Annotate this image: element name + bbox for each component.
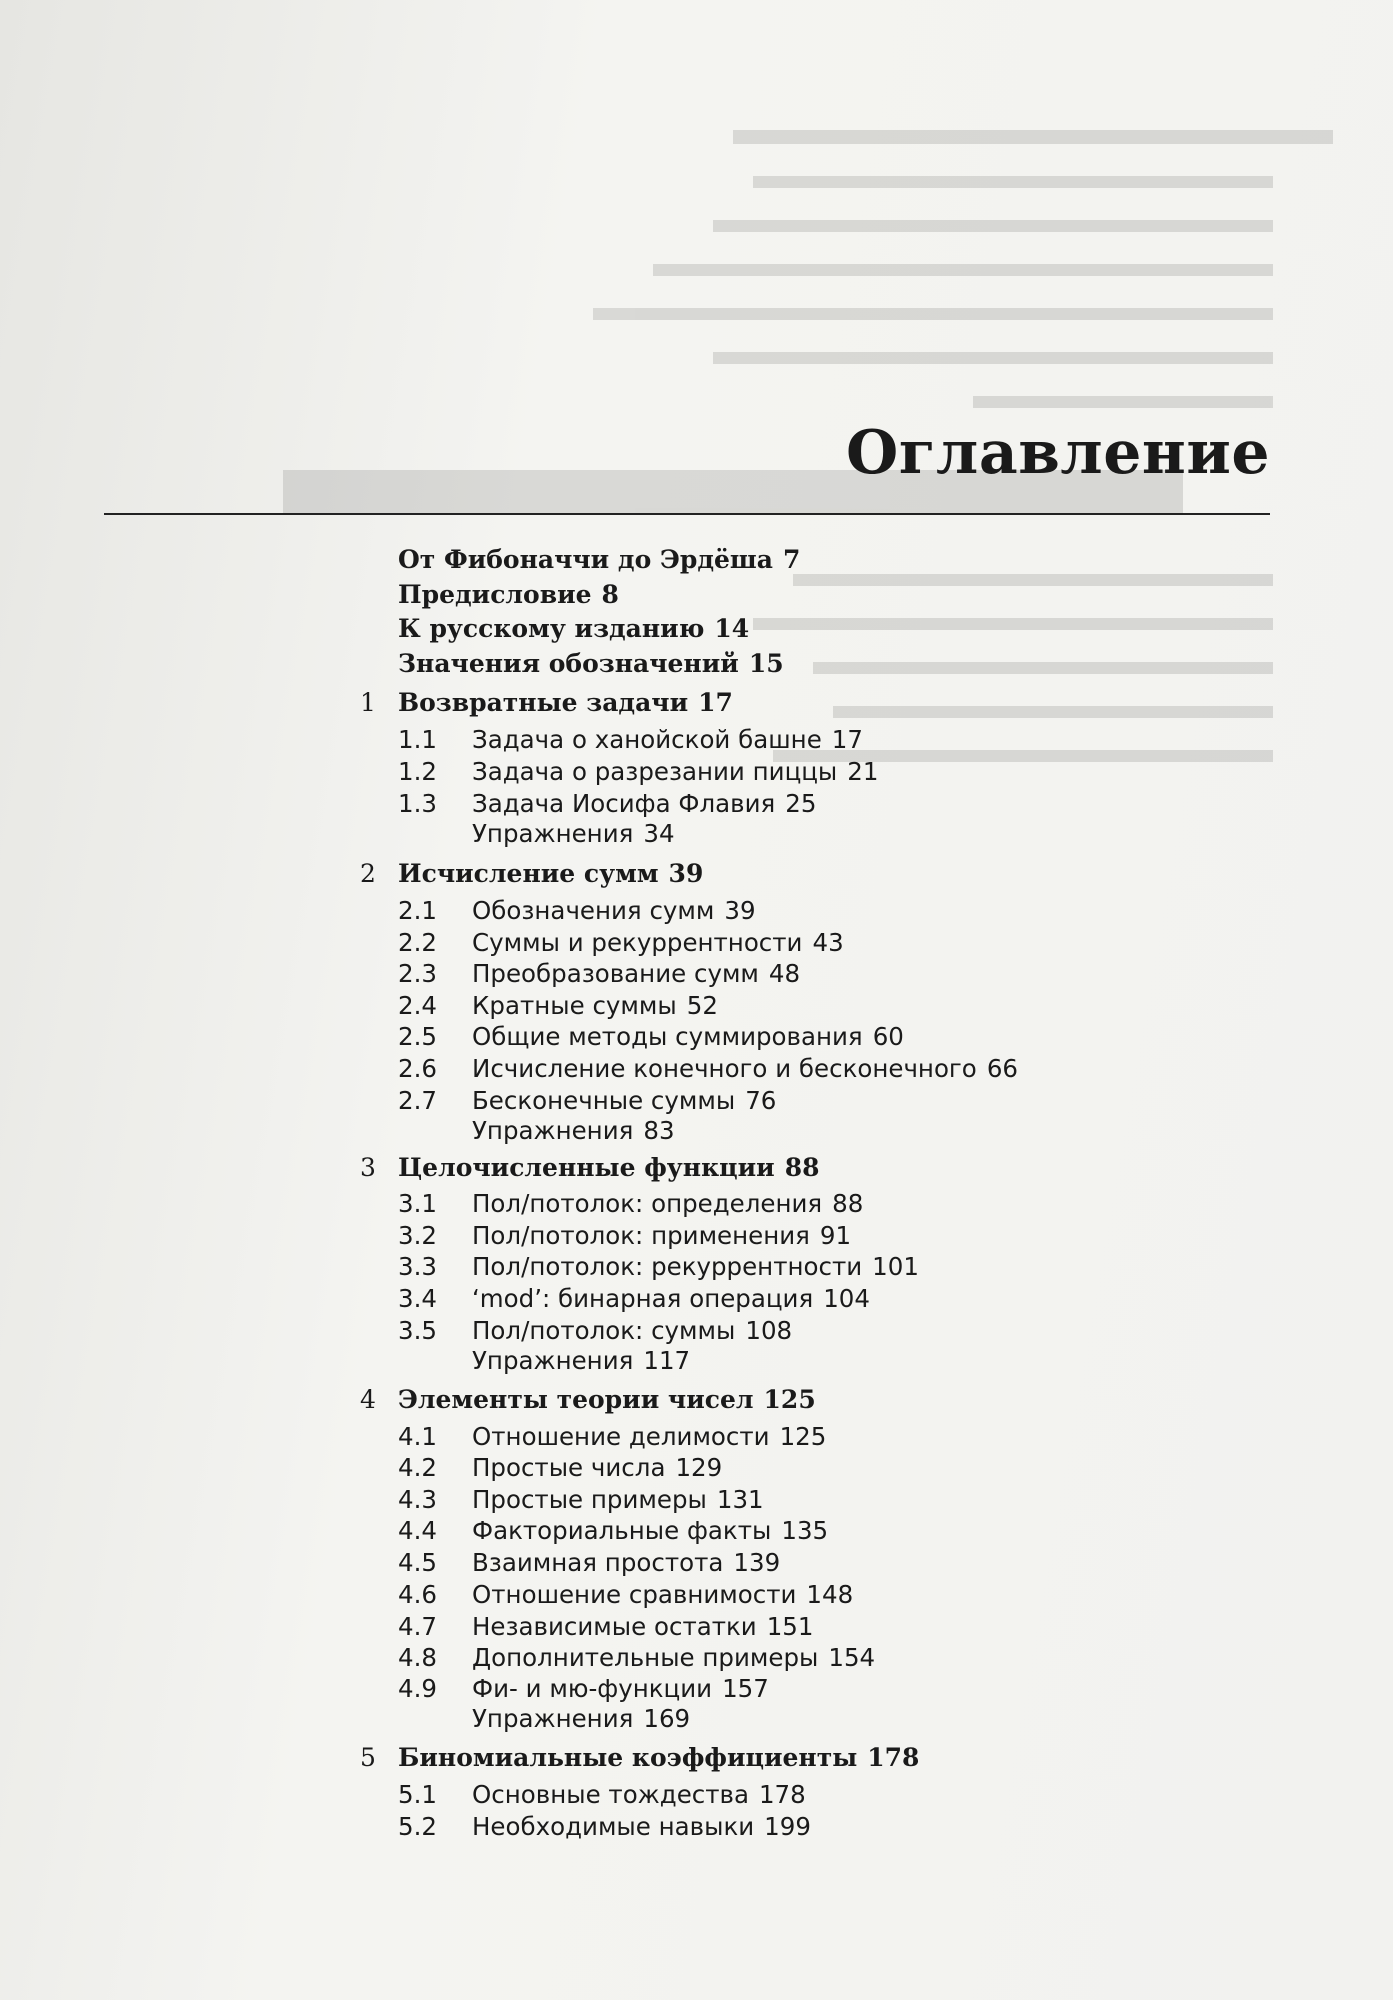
page-title: Оглавление — [846, 418, 1270, 488]
section-number: 1.1 — [398, 725, 437, 754]
section-title: Факториальные факты — [472, 1516, 772, 1545]
section-number: 4.1 — [398, 1422, 437, 1451]
section-title: Обозначения сумм — [472, 896, 715, 925]
section-number: 2.3 — [398, 959, 437, 988]
section-number: 4.6 — [398, 1580, 437, 1609]
section-title: Задача о ханойской башне — [472, 725, 822, 754]
section-page: 21 — [847, 757, 879, 786]
section-page: 43 — [812, 928, 844, 957]
chapter-number: 4 — [360, 1385, 376, 1414]
section-title: Упражнения — [472, 819, 634, 848]
section-page: 135 — [781, 1516, 829, 1545]
toc-entry-page: 15 — [748, 649, 784, 678]
section-page: 76 — [745, 1086, 777, 1115]
section-title: Задача о разрезании пиццы — [472, 757, 838, 786]
chapter-number: 1 — [360, 688, 376, 717]
section-title: Упражнения — [472, 1116, 634, 1145]
section-title: Основные тождества — [472, 1780, 749, 1809]
section-number: 3.1 — [398, 1189, 437, 1218]
section-number: 1.2 — [398, 757, 437, 786]
section-number: 4.9 — [398, 1674, 437, 1703]
section-title: Суммы и рекуррентности — [472, 928, 803, 957]
section-page: 52 — [686, 991, 718, 1020]
section-title: Пол/потолок: определения — [472, 1189, 823, 1218]
chapter-title: Целочисленные функции — [398, 1153, 775, 1182]
section-page: 148 — [806, 1580, 854, 1609]
section-number: 3.2 — [398, 1221, 437, 1250]
section-title: Бесконечные суммы — [472, 1086, 736, 1115]
section-title: Независимые остатки — [472, 1612, 757, 1641]
section-page: 108 — [745, 1316, 793, 1345]
section-number: 2.6 — [398, 1054, 437, 1083]
section-title: Упражнения — [472, 1704, 634, 1733]
section-title: Преобразование сумм — [472, 959, 759, 988]
chapter-title: Элементы теории чисел — [398, 1385, 754, 1414]
section-page: 139 — [733, 1548, 781, 1577]
section-page: 131 — [716, 1485, 764, 1514]
section-page: 129 — [675, 1453, 723, 1482]
toc-entry-title: Значения обозначений — [398, 649, 739, 678]
section-title: Необходимые навыки — [472, 1812, 755, 1841]
section-page: 169 — [643, 1704, 691, 1733]
section-page: 101 — [872, 1252, 919, 1281]
section-page: 199 — [764, 1812, 811, 1841]
section-number: 1.3 — [398, 789, 437, 818]
section-page: 125 — [779, 1422, 827, 1451]
section-number: 5.1 — [398, 1780, 437, 1809]
section-page: 25 — [785, 789, 817, 818]
toc-front-matter-entry[interactable] — [398, 649, 784, 678]
section-title: Простые примеры — [472, 1485, 707, 1514]
section-title: Задача Иосифа Флавия — [472, 789, 776, 818]
section-number: 4.7 — [398, 1612, 437, 1641]
section-number: 2.2 — [398, 928, 437, 957]
chapter-number: 2 — [360, 859, 376, 888]
section-page: 48 — [768, 959, 801, 988]
chapter-number: 3 — [360, 1153, 376, 1182]
section-number: 4.2 — [398, 1453, 437, 1482]
section-title: Общие методы суммирования — [472, 1022, 863, 1051]
toc-front-matter-entry[interactable] — [398, 545, 800, 574]
toc-entry-title: От Фибоначчи до Эрдёша — [398, 545, 773, 574]
section-title: Кратные суммы — [472, 991, 677, 1020]
toc-entry-page: 7 — [782, 545, 801, 574]
section-number: 2.7 — [398, 1086, 437, 1115]
section-title: Фи- и мю-функции — [472, 1674, 713, 1703]
chapter-title: Исчисление сумм — [398, 859, 659, 888]
toc-entry-title: Предисловие — [398, 580, 592, 609]
chapter-title: Биномиальные коэффициенты — [398, 1743, 858, 1772]
section-page: 104 — [823, 1284, 870, 1313]
toc-entry-title: К русскому изданию — [398, 614, 705, 643]
section-page: 17 — [831, 725, 863, 754]
chapter-number: 5 — [360, 1743, 376, 1772]
chapter-page: 39 — [668, 859, 704, 888]
section-page: 39 — [724, 896, 756, 925]
section-page: 91 — [819, 1221, 852, 1250]
toc-entry-page: 14 — [714, 614, 750, 643]
section-title: Отношение делимости — [472, 1422, 770, 1451]
section-title: Пол/потолок: применения — [472, 1221, 810, 1250]
toc-entry-page: 8 — [601, 580, 619, 609]
chapter-title: Возвратные задачи — [398, 688, 689, 717]
section-number: 4.5 — [398, 1548, 437, 1577]
section-page: 154 — [828, 1643, 876, 1672]
toc-front-matter-entry[interactable] — [398, 580, 619, 609]
section-title: Отношение сравнимости — [472, 1580, 797, 1609]
section-number: 4.4 — [398, 1516, 437, 1545]
section-title: Простые числа — [472, 1453, 666, 1482]
section-number: 2.4 — [398, 991, 437, 1020]
section-title: Упражнения — [472, 1346, 634, 1375]
chapter-page: 125 — [763, 1385, 816, 1414]
section-title: Дополнительные примеры — [472, 1643, 819, 1672]
toc-front-matter-entry[interactable] — [398, 614, 749, 643]
chapter-page: 88 — [784, 1153, 820, 1182]
chapter-page: 178 — [867, 1743, 920, 1772]
section-number: 4.8 — [398, 1643, 437, 1672]
section-number: 4.3 — [398, 1485, 437, 1514]
section-title: Взаимная простота — [472, 1548, 724, 1577]
section-number: 2.5 — [398, 1022, 437, 1051]
section-title: Пол/потолок: рекуррентности — [472, 1252, 863, 1281]
chapter-page: 17 — [698, 688, 733, 717]
section-number: 5.2 — [398, 1812, 437, 1841]
section-page: 66 — [986, 1054, 1018, 1083]
section-page: 34 — [643, 819, 675, 848]
section-title: Пол/потолок: суммы — [472, 1316, 736, 1345]
section-page: 151 — [766, 1612, 814, 1641]
section-title: Исчисление конечного и бесконечного — [472, 1054, 977, 1083]
section-page: 83 — [643, 1116, 675, 1145]
section-number: 3.3 — [398, 1252, 437, 1281]
section-page: 60 — [872, 1022, 904, 1051]
section-number: 3.4 — [398, 1284, 437, 1313]
section-page: 178 — [758, 1780, 806, 1809]
section-title: ‘mod’: бинарная операция — [472, 1284, 814, 1313]
section-page: 88 — [832, 1189, 864, 1218]
section-page: 117 — [643, 1346, 691, 1375]
section-page: 157 — [722, 1674, 769, 1703]
section-number: 3.5 — [398, 1316, 437, 1345]
section-number: 2.1 — [398, 896, 437, 925]
